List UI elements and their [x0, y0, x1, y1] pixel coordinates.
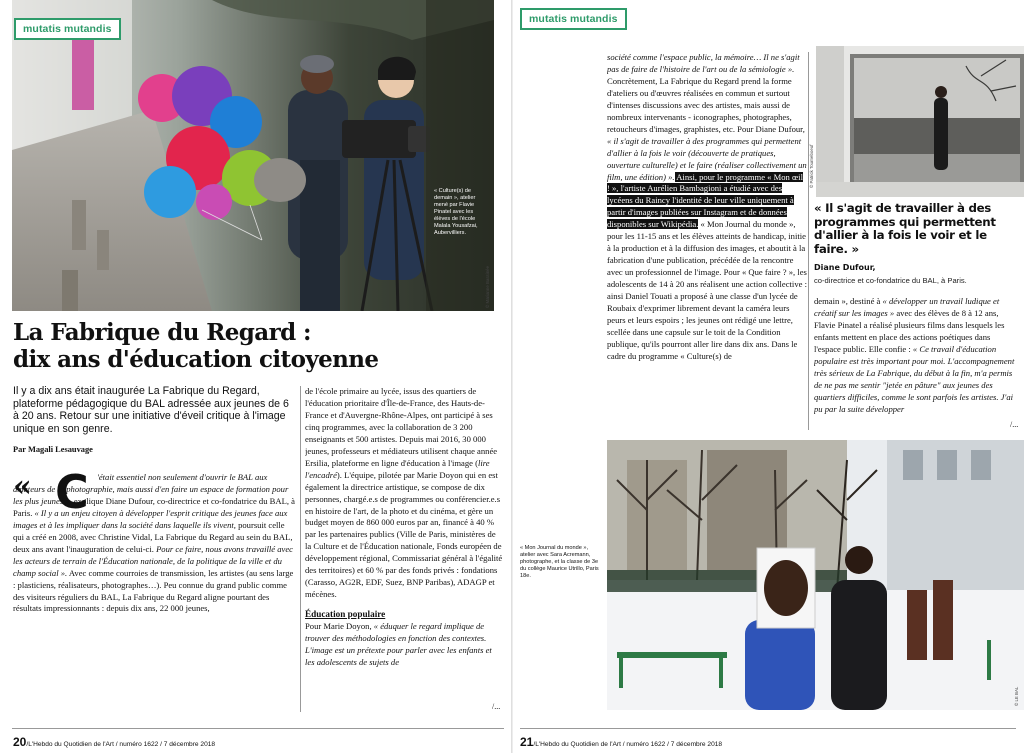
- article-byline: Par Magali Lesauvage: [13, 445, 93, 454]
- left-page-number: 20: [13, 735, 27, 749]
- snow-photo-illustration: [607, 440, 1024, 710]
- col2-text-a: de l'école primaire au lycée, issus des quartiers de l'éducation prioritaire d'Île-de-France, des Hauts-de-France et d'Auvergne-Rhône-Alpes, ont participé à ses cinq programmes, avec la collaboration de 3 200 enseignants et 500 artistes. Depuis mai 2016, 30 000 jeunes, professeurs et médiateurs utilisent chaque année Ersilia, plateforme en ligne d'éducation à l'image (: [305, 386, 498, 468]
- section-tag-right: mutatis mutandis: [520, 8, 627, 30]
- gallery-photo-illustration: [816, 46, 1024, 197]
- right-page: [512, 0, 1024, 753]
- col2-text-c: Pour Marie Doyon,: [305, 621, 374, 632]
- balloons-photo-illustration: [12, 0, 494, 311]
- gallery-photo: [816, 46, 1024, 197]
- col1-quote-d: Pour ce faire, nous avons travaillé avec les acteurs de terrain de l'Éducation nationale, de la politique de la ville et du champ social ».: [13, 543, 293, 578]
- left-column-1: [13, 465, 297, 712]
- headline-line-1: La Fabrique du Regard :: [13, 319, 311, 346]
- col1-lead-quote: 'était essentiel non seulement d'ouvrir le BAL aux amateurs de la photographie, mais aussi d'en faire un espace de formation pour les plus jeunes »,: [13, 472, 289, 506]
- article-headline: [13, 319, 503, 373]
- r-col2-text-c: avec des élèves de 8 à 12 ans, Flavie Pinatel a réalisé plusieurs films dans lesquels les enfants mettent en place des actions poétiques dans l'espace public. Elle confie :: [814, 307, 1005, 354]
- col1-text-c: poursuit celle qui a créé en 2008, avec Christine Vidal, La Fabrique du Regard au sein du BAL, deux ans avant l'inauguration de celui-ci.: [13, 519, 293, 554]
- pull-quote: « Il s'agit de travailler à des programmes qui permettent d'allier à la fois le voir et le faire. »: [814, 201, 996, 256]
- col1-text-a: explique Diane Dufour, co-directrice et co-fondatrice du BAL, à Paris.: [13, 495, 295, 518]
- right-column-2: [814, 296, 1018, 430]
- right-column-1: [607, 52, 807, 430]
- gallery-photo-credit: © Patrick Tourneboeuf: [809, 144, 814, 188]
- col1-text-e: Avec comme courroies de transmission, les artistes (au sens large : plasticiens, réalisateurs, photographes…). Peu connue du grand public comme des visiteurs réguliers du BAL, La Fabrique du Regard aligne pourtant des résultats impressionnants : depuis dix ans, 22 000 jeunes,: [13, 567, 294, 614]
- right-column-divider-top: [808, 52, 809, 430]
- balloons-photo-caption: « Culture(s) de demain », atelier mené par Flavie Pinatel avec les élèves de l'école Malala Yousafzai, Aubervilliers.: [434, 188, 478, 236]
- left-footer-rule: [12, 728, 504, 729]
- right-continued-mark: /...: [1010, 420, 1019, 429]
- left-continued-mark: /...: [492, 702, 501, 711]
- section-tag: mutatis mutandis: [14, 18, 121, 40]
- col1-quote-b: « Il y a un enjeu citoyen à développer l'esprit critique des jeunes face aux images et à les impliquer dans la société dans laquelle ils vivent,: [13, 507, 288, 530]
- snow-photo-credit: © LE BAL: [1014, 686, 1019, 706]
- left-column-2: [305, 386, 503, 713]
- balloons-photo: [12, 0, 494, 311]
- col2-lire-encadre: lire l'encadré: [305, 457, 490, 480]
- balloons-photo-credit: © Marianne Bassinée: [485, 265, 490, 308]
- col2-text-b: ). L'équipe, pilotée par Marie Doyon qui en est également la directrice artistique, se compose de dix personnes, chargé.e.s de programmes ou conférencier.e.s en histoire de l'art, de la photo et du cinéma, et gère un budget moyen de 860 000 euros par an, financé à 40 % par les partenaires publics (Ville de Paris, ministères de la Culture et de l'Éducation nationale, Fonds européen de développement régional, Commissariat général à l'égalité des territoires) et 60 % par des fonds privés : fondations (Carasso, AG2R, EDF, Suez, BNP Paribas), ADAGP et mécènes.: [305, 469, 503, 600]
- r-col1-quote-c: « il s'agit de travailler à des programmes qui permettent d'allier à la fois le voir (découverte de pratiques, ouverture culturelle) et le faire (réaliser collectivement un film, une édition) ».: [607, 135, 807, 182]
- drop-quote-mark: «: [13, 469, 32, 504]
- right-folio: [520, 733, 722, 751]
- snow-photo: [607, 440, 1024, 710]
- r-col2-text-a: demain », destiné à: [814, 296, 883, 306]
- col2-subhead: Éducation populaire: [305, 609, 386, 620]
- col2-quote-d: « éduquer le regard implique de trouver des méthodologies en fonction des contextes. L'image est un prétexte pour parler avec les enfants et les adolescents de sujets de: [305, 621, 492, 667]
- snow-photo-caption: « Mon Journal du monde », atelier avec Sara Acremann, photographe, et la classe de 3e du collège Maurice Utrillo, Paris 18e.: [520, 545, 599, 579]
- r-col1-highlight: Ainsi, pour le programme « Mon œil ! », l'artiste Aurélien Bambagioni a étudié avec des lycéens du Raincy l'identité de leur ville uniquement à partir d'images publiées sur Instagram et de données disponibles sur Wikipédia.: [607, 171, 803, 230]
- r-col1-quote-a: société comme l'espace public, la mémoire… Il ne s'agit pas de faire de l'histoire de l'art ou de la sémiologie ».: [607, 52, 800, 74]
- r-col2-quote-d: « Ce travail d'éducation populaire est très important pour moi. L'accompagnement très sérieux de La Fabrique, du début à la fin, m'a permis de ne pas me sentir "jetée en pâture" aux jeunes des quartiers difficiles, comme le sont parfois les artistes. J'ai pu par la suite développer: [814, 343, 1015, 414]
- left-folio-text: /L'Hebdo du Quotidien de l'Art / numéro 1622 / 7 décembre 2018: [26, 741, 216, 748]
- r-col1-text-d: « Mon Journal du monde », pour les 11-15 ans et les élèves atteints de handicap, initie à la production et à la diffusion des images, et aboutit à la fabrication d'une publication, précédée de la rencontre avec un professionnel de l'image. Pour « Que faire ? », les adolescents de 14 à 20 ans réalisent une action collective : ainsi Daniel Touati a proposé à une classe d'un lycée de Roubaix d'exprimer librement devant la caméra leurs peurs et leurs espoirs ; les jeunes ont rédigé une lettre, scellée dans une capsule sur le toit de la Condition publique, qu'ils pourront aller lire dans dix ans. Dans le cadre du programme « Culture(s) de: [607, 219, 807, 361]
- right-page-number: 21: [520, 735, 534, 749]
- left-folio: [13, 733, 215, 751]
- drop-cap: C: [55, 465, 89, 519]
- r-col1-text-b: Concrètement, La Fabrique du Regard prend la forme d'ateliers ou d'œuvres réalisées en commun et surtout d'intenses discussions avec des artistes, mais aussi de nombreux intervenants - iconographes, photographes, retoucheurs d'images, graphistes, etc. Pour Diane Dufour,: [607, 75, 805, 134]
- headline-line-2: dix ans d'éducation citoyenne: [13, 346, 379, 373]
- article-intro: Il y a dix ans était inaugurée La Fabrique du Regard, plateforme pédagogique du BAL adressée aux jeunes de 6 à 20 ans. Retour sur une initiative d'éveil critique à l'image unique en son genre.: [13, 385, 289, 435]
- pull-quote-name: Diane Dufour,: [814, 263, 876, 272]
- r-col2-quote-b: « développer un travail ludique et créatif sur les images »: [814, 296, 1000, 318]
- right-footer-rule: [520, 728, 1016, 729]
- pull-quote-role: co-directrice et co-fondatrice du BAL, à Paris.: [814, 276, 967, 285]
- right-folio-text: /L'Hebdo du Quotidien de l'Art / numéro 1622 / 7 décembre 2018: [533, 741, 723, 748]
- left-column-divider: [300, 386, 301, 712]
